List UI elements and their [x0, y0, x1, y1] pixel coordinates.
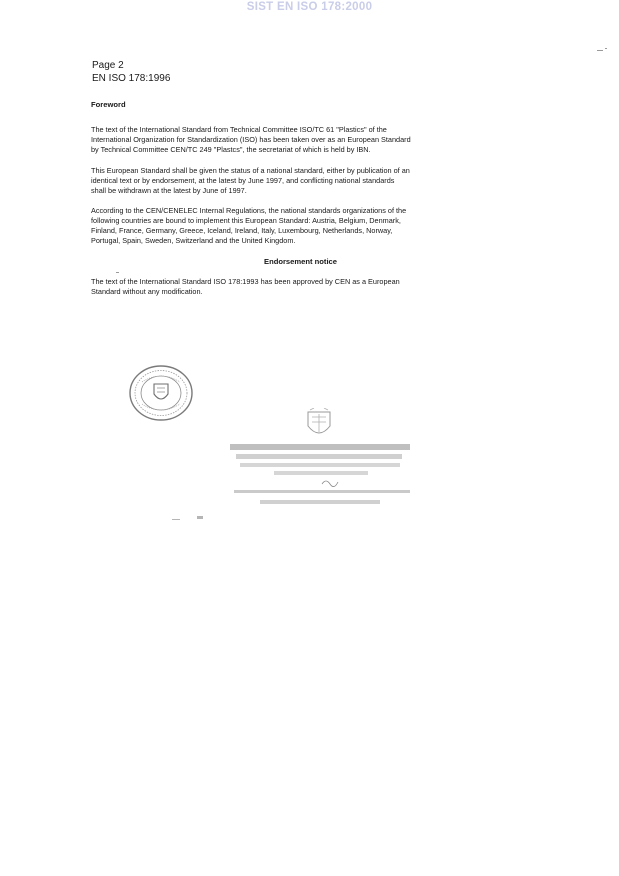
page-label: Page 2: [92, 60, 124, 71]
text-line: The text of the International Standard ISO 178:1993 has been approved by CEN as a European: [91, 277, 400, 286]
scan-speck: [116, 272, 119, 273]
foreword-paragraph-1: [91, 125, 519, 155]
text-line: Portugal, Spain, Sweden, Switzerland and the United Kingdom.: [91, 236, 296, 245]
text-line: identical text or by endorsement, at the latest by June 1997, and conflicting national standards: [91, 176, 395, 185]
endorsement-paragraph: [91, 277, 519, 297]
foreword-paragraph-2: [91, 166, 519, 196]
text-line: Standard without any modification.: [91, 287, 203, 296]
coat-of-arms-icon: [304, 408, 334, 442]
text-line: International Organization for Standardization (ISO) has been taken over as an European Standard: [91, 135, 411, 144]
scan-speck: [605, 48, 607, 49]
text-line: following countries are bound to implement this European Standard: Austria, Belgium, Denmark,: [91, 216, 401, 225]
text-line: by Technical Committee CEN/TC 249 "Plastcs", the secretariat of which is held by IBN.: [91, 145, 371, 154]
foreword-heading: Foreword: [91, 100, 126, 109]
endorsement-heading: Endorsement notice: [264, 257, 337, 266]
text-line: This European Standard shall be given the status of a national standard, either by publication of an: [91, 166, 410, 175]
text-line: The text of the International Standard from Technical Committee ISO/TC 61 "Plastics" of the: [91, 125, 387, 134]
watermark: SIST EN ISO 178:2000: [246, 1, 373, 13]
text-line: According to the CEN/CENELEC Internal Regulations, the national standards organizations of the: [91, 206, 407, 215]
scan-speck: [597, 50, 603, 51]
round-seal-icon: [128, 364, 194, 422]
scan-speck: [197, 516, 203, 519]
page-header: [92, 60, 170, 85]
text-line: shall be withdrawn at the latest by June of 1997.: [91, 186, 247, 195]
text-line: Finland, France, Germany, Greece, Iceland, Ireland, Italy, Luxembourg, Netherlands, Norway,: [91, 226, 393, 235]
standard-reference: EN ISO 178:1996: [92, 72, 171, 84]
approval-stamp: [226, 402, 416, 522]
scan-speck: [172, 519, 180, 520]
foreword-paragraph-3: [91, 206, 519, 246]
stamp-text-lines: [226, 442, 416, 522]
